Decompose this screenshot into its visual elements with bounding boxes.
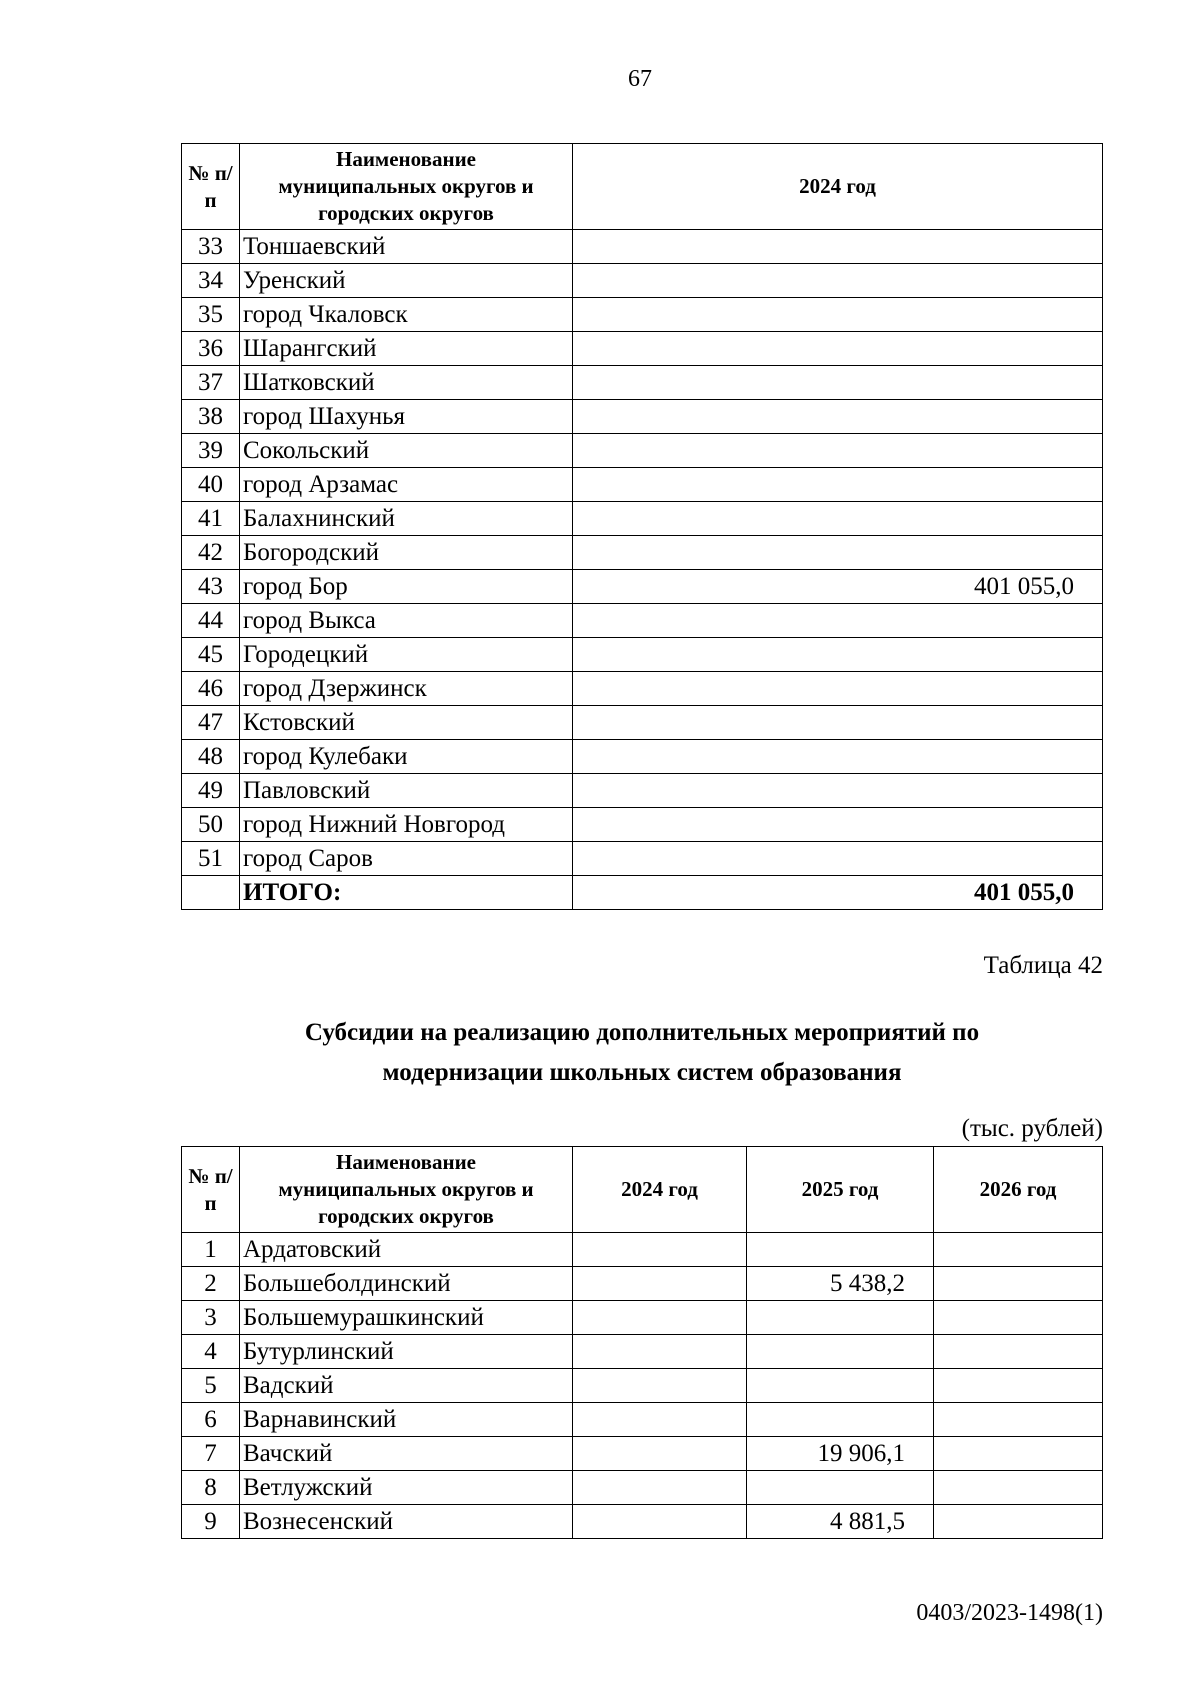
row-value-2026 (934, 1471, 1103, 1505)
row-value-2024 (573, 842, 1103, 876)
row-number: 5 (182, 1369, 240, 1403)
row-value-2024 (573, 740, 1103, 774)
row-name: город Дзержинск (240, 672, 573, 706)
row-number: 39 (182, 434, 240, 468)
row-number: 43 (182, 570, 240, 604)
table-row (182, 808, 1103, 842)
table-row (182, 332, 1103, 366)
row-value-2025: 4 881,5 (747, 1505, 934, 1539)
table-row (182, 842, 1103, 876)
row-name: Большеболдинский (240, 1267, 573, 1301)
header-name: Наименование муниципальных округов и городских округов (240, 1147, 573, 1233)
row-value-2025 (747, 1301, 934, 1335)
row-number: 8 (182, 1471, 240, 1505)
row-name: Вознесенский (240, 1505, 573, 1539)
row-name: Городецкий (240, 638, 573, 672)
table-row (182, 1471, 1103, 1505)
row-name: Шарангский (240, 332, 573, 366)
row-value-2024 (573, 808, 1103, 842)
row-value-2024 (573, 1471, 747, 1505)
row-value-2024 (573, 536, 1103, 570)
table-2 (181, 1146, 1103, 1539)
row-name: Ардатовский (240, 1233, 573, 1267)
row-number: 46 (182, 672, 240, 706)
row-number: 7 (182, 1437, 240, 1471)
row-value-2024 (573, 502, 1103, 536)
header-num: № п/п (182, 1147, 240, 1233)
row-value-2024 (573, 468, 1103, 502)
table-row (182, 1301, 1103, 1335)
row-number: 1 (182, 1233, 240, 1267)
row-name: Уренский (240, 264, 573, 298)
table-row (182, 400, 1103, 434)
total-row (182, 876, 1103, 910)
row-name: город Арзамас (240, 468, 573, 502)
row-name: Большемурашкинский (240, 1301, 573, 1335)
row-number: 35 (182, 298, 240, 332)
row-name: Вачский (240, 1437, 573, 1471)
row-value-2026 (934, 1233, 1103, 1267)
row-name: город Бор (240, 570, 573, 604)
header-2025: 2025 год (747, 1147, 934, 1233)
table-row (182, 366, 1103, 400)
row-name: Павловский (240, 774, 573, 808)
row-name: Тоншаевский (240, 230, 573, 264)
table-caption: Таблица 42 (983, 952, 1103, 979)
row-value-2024 (573, 706, 1103, 740)
total-value-2024: 401 055,0 (573, 876, 1103, 910)
row-value-2024 (573, 434, 1103, 468)
page-number: 67 (628, 66, 652, 92)
row-value-2026 (934, 1403, 1103, 1437)
table-row (182, 1369, 1103, 1403)
table-1 (181, 143, 1103, 910)
header-num: № п/п (182, 144, 240, 230)
table-row (182, 468, 1103, 502)
row-number: 44 (182, 604, 240, 638)
table-row (182, 1335, 1103, 1369)
row-value-2025 (747, 1233, 934, 1267)
total-number (182, 876, 240, 910)
row-name: Бутурлинский (240, 1335, 573, 1369)
row-value-2024 (573, 672, 1103, 706)
units-label: (тыс. рублей) (961, 1115, 1103, 1142)
header-2024: 2024 год (573, 1147, 747, 1233)
row-value-2024 (573, 1335, 747, 1369)
row-value-2026 (934, 1505, 1103, 1539)
row-number: 3 (182, 1301, 240, 1335)
table-row (182, 1437, 1103, 1471)
row-name: город Выкса (240, 604, 573, 638)
row-value-2025 (747, 1403, 934, 1437)
row-value-2024 (573, 1233, 747, 1267)
table-row (182, 672, 1103, 706)
row-number: 42 (182, 536, 240, 570)
table-row (182, 1233, 1103, 1267)
row-value-2024 (573, 1301, 747, 1335)
row-number: 33 (182, 230, 240, 264)
table-row (182, 502, 1103, 536)
row-value-2024 (573, 230, 1103, 264)
table-row (182, 230, 1103, 264)
row-value-2024 (573, 1403, 747, 1437)
row-name: Вадский (240, 1369, 573, 1403)
table-title-line-1: Субсидии на реализацию дополнительных мероприятий по (304, 1019, 980, 1046)
header-2024: 2024 год (573, 144, 1103, 230)
row-value-2025: 19 906,1 (747, 1437, 934, 1471)
row-value-2024 (573, 264, 1103, 298)
row-number: 38 (182, 400, 240, 434)
document-number: 0403/2023-1498(1) (916, 1600, 1103, 1626)
row-value-2026 (934, 1267, 1103, 1301)
table-row (182, 298, 1103, 332)
row-name: Балахнинский (240, 502, 573, 536)
row-value-2024 (573, 1437, 747, 1471)
row-value-2024 (573, 400, 1103, 434)
row-value-2024 (573, 774, 1103, 808)
row-value-2024 (573, 1369, 747, 1403)
row-name: Ветлужский (240, 1471, 573, 1505)
row-number: 34 (182, 264, 240, 298)
row-value-2024 (573, 1505, 747, 1539)
row-value-2026 (934, 1335, 1103, 1369)
row-number: 4 (182, 1335, 240, 1369)
row-name: Богородский (240, 536, 573, 570)
table-row (182, 638, 1103, 672)
table-row (182, 706, 1103, 740)
row-number: 49 (182, 774, 240, 808)
header-name: Наименование муниципальных округов и городских округов (240, 144, 573, 230)
row-number: 36 (182, 332, 240, 366)
row-number: 47 (182, 706, 240, 740)
row-number: 48 (182, 740, 240, 774)
row-value-2024 (573, 298, 1103, 332)
table-title-line-2: модернизации школьных систем образования (382, 1059, 902, 1086)
row-number: 50 (182, 808, 240, 842)
row-value-2026 (934, 1301, 1103, 1335)
row-number: 51 (182, 842, 240, 876)
row-value-2025 (747, 1335, 934, 1369)
row-name: город Саров (240, 842, 573, 876)
row-value-2024 (573, 1267, 747, 1301)
row-number: 37 (182, 366, 240, 400)
row-value-2024 (573, 332, 1103, 366)
row-value-2025 (747, 1471, 934, 1505)
row-value-2024 (573, 604, 1103, 638)
row-value-2024 (573, 366, 1103, 400)
row-value-2024: 401 055,0 (573, 570, 1103, 604)
table-row (182, 536, 1103, 570)
row-value-2026 (934, 1437, 1103, 1471)
row-value-2025: 5 438,2 (747, 1267, 934, 1301)
row-number: 40 (182, 468, 240, 502)
table-row (182, 1403, 1103, 1437)
row-number: 41 (182, 502, 240, 536)
header-2026: 2026 год (934, 1147, 1103, 1233)
row-number: 6 (182, 1403, 240, 1437)
row-name: Сокольский (240, 434, 573, 468)
table-title (181, 1013, 1103, 1093)
table-row (182, 570, 1103, 604)
row-value-2025 (747, 1369, 934, 1403)
row-name: город Шахунья (240, 400, 573, 434)
total-label: ИТОГО: (240, 876, 573, 910)
table-row (182, 434, 1103, 468)
row-name: Кстовский (240, 706, 573, 740)
row-value-2024 (573, 638, 1103, 672)
row-number: 9 (182, 1505, 240, 1539)
row-name: город Кулебаки (240, 740, 573, 774)
row-number: 2 (182, 1267, 240, 1301)
row-number: 45 (182, 638, 240, 672)
row-value-2026 (934, 1369, 1103, 1403)
table-row (182, 774, 1103, 808)
table-row (182, 1267, 1103, 1301)
row-name: город Чкаловск (240, 298, 573, 332)
table-row (182, 740, 1103, 774)
row-name: Варнавинский (240, 1403, 573, 1437)
row-name: город Нижний Новгород (240, 808, 573, 842)
table-row (182, 1505, 1103, 1539)
table-row (182, 604, 1103, 638)
row-name: Шатковский (240, 366, 573, 400)
table-row (182, 264, 1103, 298)
